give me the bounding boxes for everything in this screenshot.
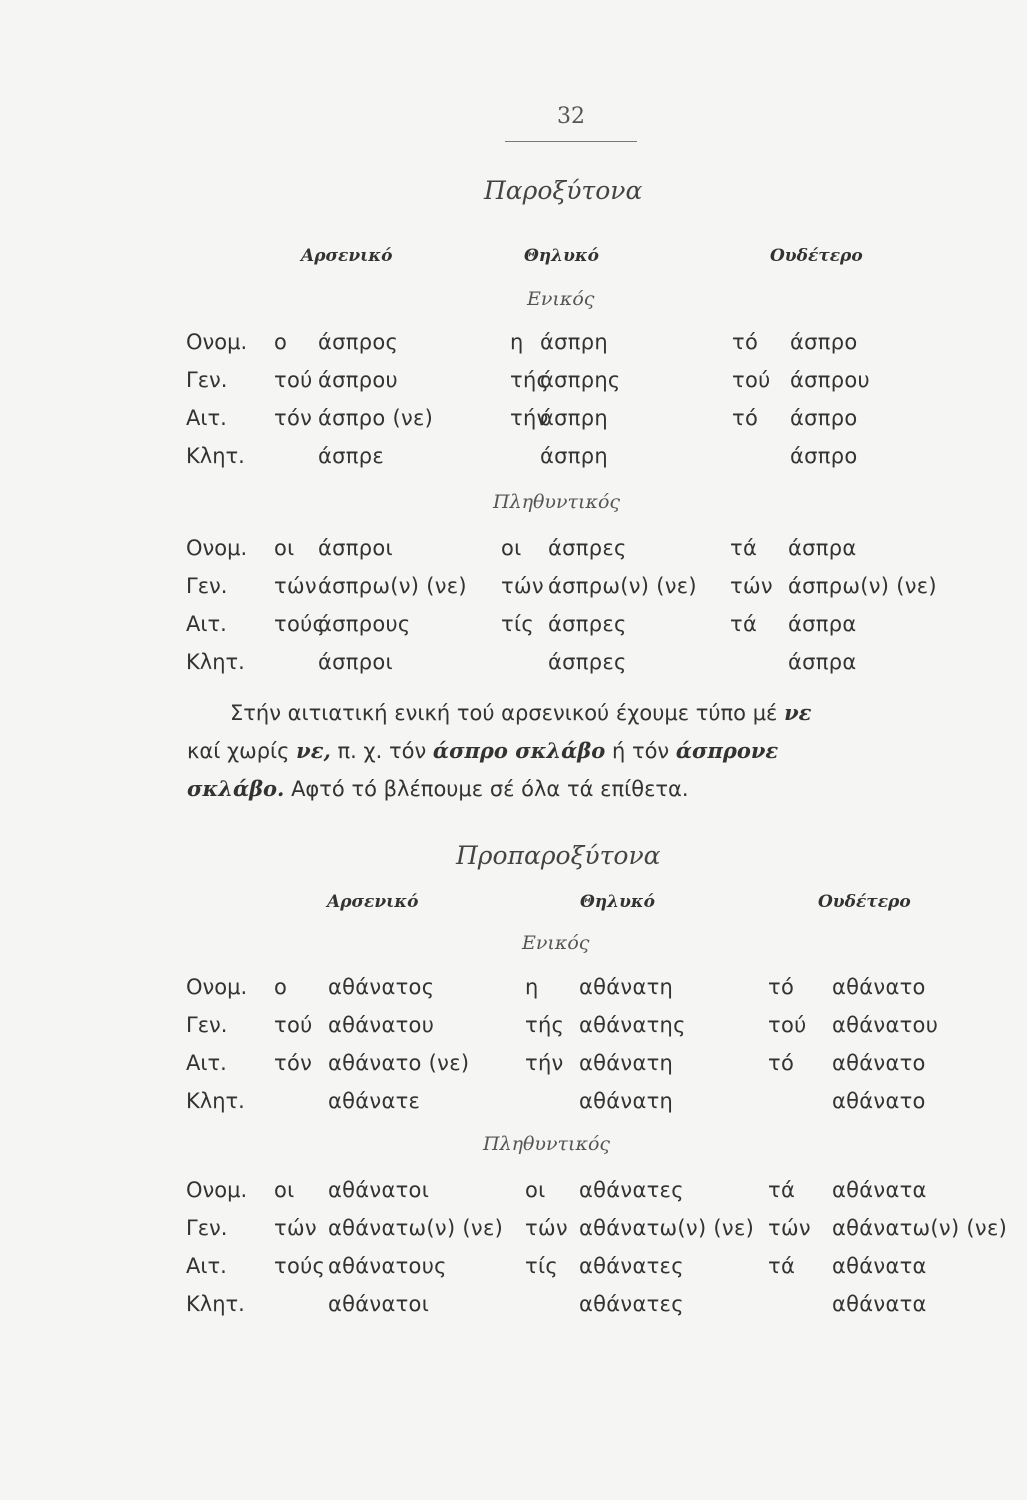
paragraph-emphasis: σκλάβο. bbox=[187, 776, 285, 801]
feminine-article: τών bbox=[525, 1216, 568, 1240]
paragraph-line-1 bbox=[230, 700, 811, 725]
case-label: Κλητ. bbox=[186, 444, 245, 468]
masculine-article: οι bbox=[274, 1178, 295, 1202]
case-label: Γεν. bbox=[186, 1013, 228, 1037]
paragraph-line-3 bbox=[187, 776, 689, 801]
masculine-article: τούς bbox=[274, 612, 326, 636]
feminine-form: άσπρη bbox=[540, 444, 608, 468]
masculine-form: άσπρε bbox=[318, 444, 384, 468]
masculine-article: ο bbox=[274, 330, 288, 354]
masculine-form: άσπρω(ν) (νε) bbox=[318, 574, 467, 598]
case-label: Κλητ. bbox=[186, 650, 245, 674]
masculine-form: άσπροι bbox=[318, 536, 393, 560]
paragraph-text: Αφτό τό βλέπουμε σέ όλα τά επίθετα. bbox=[291, 777, 689, 801]
column-header-neuter: Ουδέτερο bbox=[770, 246, 863, 266]
case-label: Γεν. bbox=[186, 574, 228, 598]
neuter-article: τά bbox=[768, 1254, 796, 1278]
neuter-article: τά bbox=[768, 1178, 796, 1202]
masculine-form: άσπρου bbox=[318, 368, 398, 392]
feminine-form: αθάνατες bbox=[579, 1178, 684, 1202]
neuter-form: άσπρα bbox=[788, 650, 857, 674]
case-label: Αιτ. bbox=[186, 1051, 227, 1075]
feminine-form: αθάνατη bbox=[579, 1089, 674, 1113]
neuter-article: τά bbox=[730, 536, 758, 560]
paragraph-text: καί χωρίς bbox=[187, 739, 290, 763]
paragraph-text: ή τόν bbox=[611, 739, 670, 763]
feminine-form: αθάνατες bbox=[579, 1254, 684, 1278]
feminine-form: άσπρες bbox=[548, 612, 627, 636]
singular-label: Ενικός bbox=[527, 288, 595, 310]
neuter-form: άσπρα bbox=[788, 536, 857, 560]
column-header-masculine: Αρσενικό bbox=[301, 246, 393, 266]
column-header-neuter: Ουδέτερο bbox=[818, 892, 911, 912]
neuter-form: αθάνατα bbox=[832, 1254, 927, 1278]
feminine-form: αθάνατες bbox=[579, 1292, 684, 1316]
masculine-article: τούς bbox=[274, 1254, 326, 1278]
paragraph-emphasis: άσπρο σκλάβο bbox=[432, 738, 606, 763]
neuter-article: τά bbox=[730, 612, 758, 636]
case-label: Κλητ. bbox=[186, 1292, 245, 1316]
masculine-form: αθάνατου bbox=[328, 1013, 435, 1037]
paragraph-text: π. χ. τόν bbox=[337, 739, 427, 763]
neuter-article: τού bbox=[768, 1013, 807, 1037]
neuter-article: τών bbox=[768, 1216, 811, 1240]
neuter-form: αθάνατα bbox=[832, 1178, 927, 1202]
feminine-form: αθάνατω(ν) (νε) bbox=[579, 1216, 755, 1240]
page-number: 32 bbox=[557, 104, 585, 129]
masculine-article: τόν bbox=[274, 1051, 313, 1075]
case-label: Γεν. bbox=[186, 368, 228, 392]
case-label: Γεν. bbox=[186, 1216, 228, 1240]
feminine-article: τίς bbox=[525, 1254, 558, 1278]
neuter-form: αθάνατα bbox=[832, 1292, 927, 1316]
paragraph-emphasis: άσπρονε bbox=[675, 738, 779, 763]
paragraph-emphasis: νε bbox=[784, 700, 812, 725]
column-header-feminine: Θηλυκό bbox=[524, 246, 599, 266]
masculine-form: αθάνατω(ν) (νε) bbox=[328, 1216, 504, 1240]
feminine-form: άσπρω(ν) (νε) bbox=[548, 574, 697, 598]
neuter-form: αθάνατο bbox=[832, 1051, 926, 1075]
masculine-article: τών bbox=[274, 1216, 317, 1240]
masculine-form: αθάνατος bbox=[328, 975, 435, 999]
masculine-form: άσπροι bbox=[318, 650, 393, 674]
neuter-article: τό bbox=[732, 406, 759, 430]
case-label: Ονομ. bbox=[186, 536, 248, 560]
masculine-article: τού bbox=[274, 1013, 313, 1037]
masculine-form: αθάνατους bbox=[328, 1254, 447, 1278]
masculine-form: άσπρο (νε) bbox=[318, 406, 434, 430]
neuter-form: αθάνατο bbox=[832, 1089, 926, 1113]
feminine-form: άσπρης bbox=[540, 368, 621, 392]
masculine-form: άσπρος bbox=[318, 330, 399, 354]
feminine-article: τής bbox=[525, 1013, 565, 1037]
case-label: Κλητ. bbox=[186, 1089, 245, 1113]
paragraph-line-2 bbox=[187, 738, 778, 763]
masculine-article: τών bbox=[274, 574, 317, 598]
neuter-form: άσπρω(ν) (νε) bbox=[788, 574, 937, 598]
neuter-form: άσπρο bbox=[790, 444, 858, 468]
neuter-form: άσπρο bbox=[790, 330, 858, 354]
neuter-form: αθάνατο bbox=[832, 975, 926, 999]
feminine-article: τίς bbox=[501, 612, 534, 636]
neuter-article: τό bbox=[732, 330, 759, 354]
feminine-article: οι bbox=[501, 536, 522, 560]
neuter-article: τών bbox=[730, 574, 773, 598]
masculine-article: ο bbox=[274, 975, 288, 999]
feminine-form: άσπρη bbox=[540, 406, 608, 430]
header-rule bbox=[505, 141, 637, 142]
case-label: Αιτ. bbox=[186, 406, 227, 430]
column-header-feminine: Θηλυκό bbox=[580, 892, 655, 912]
plural-label: Πληθυντικός bbox=[483, 1133, 611, 1155]
feminine-article: οι bbox=[525, 1178, 546, 1202]
feminine-form: αθάνατη bbox=[579, 1051, 674, 1075]
paragraph-emphasis: νε, bbox=[296, 738, 331, 763]
masculine-form: αθάνατοι bbox=[328, 1178, 430, 1202]
plural-label: Πληθυντικός bbox=[493, 491, 621, 513]
paragraph-text: Στήν αιτιατική ενική τού αρσενικού έχουμε τύπο μέ bbox=[230, 701, 778, 725]
feminine-article: τήν bbox=[510, 406, 549, 430]
neuter-article: τό bbox=[768, 1051, 795, 1075]
case-label: Ονομ. bbox=[186, 330, 248, 354]
neuter-article: τό bbox=[768, 975, 795, 999]
singular-label: Ενικός bbox=[522, 932, 590, 954]
case-label: Αιτ. bbox=[186, 1254, 227, 1278]
neuter-form: άσπρο bbox=[790, 406, 858, 430]
feminine-article: η bbox=[525, 975, 539, 999]
feminine-article: τών bbox=[501, 574, 544, 598]
case-label: Αιτ. bbox=[186, 612, 227, 636]
feminine-form: άσπρες bbox=[548, 536, 627, 560]
masculine-article: τόν bbox=[274, 406, 313, 430]
neuter-form: αθάνατω(ν) (νε) bbox=[832, 1216, 1008, 1240]
feminine-form: άσπρες bbox=[548, 650, 627, 674]
section-title-proparoxytona: Προπαροξύτονα bbox=[456, 841, 661, 870]
masculine-form: αθάνατε bbox=[328, 1089, 421, 1113]
feminine-form: αθάνατης bbox=[579, 1013, 686, 1037]
column-header-masculine: Αρσενικό bbox=[327, 892, 419, 912]
feminine-article: τήν bbox=[525, 1051, 564, 1075]
section-title-paroxytona: Παροξύτονα bbox=[484, 176, 643, 205]
neuter-article: τού bbox=[732, 368, 771, 392]
masculine-form: αθάνατοι bbox=[328, 1292, 430, 1316]
neuter-form: άσπρα bbox=[788, 612, 857, 636]
feminine-article: η bbox=[510, 330, 524, 354]
neuter-form: άσπρου bbox=[790, 368, 870, 392]
masculine-article: τού bbox=[274, 368, 313, 392]
feminine-form: αθάνατη bbox=[579, 975, 674, 999]
feminine-article: τής bbox=[510, 368, 550, 392]
neuter-form: αθάνατου bbox=[832, 1013, 939, 1037]
masculine-article: οι bbox=[274, 536, 295, 560]
masculine-form: άσπρους bbox=[318, 612, 411, 636]
case-label: Ονομ. bbox=[186, 975, 248, 999]
masculine-form: αθάνατο (νε) bbox=[328, 1051, 470, 1075]
case-label: Ονομ. bbox=[186, 1178, 248, 1202]
feminine-form: άσπρη bbox=[540, 330, 608, 354]
